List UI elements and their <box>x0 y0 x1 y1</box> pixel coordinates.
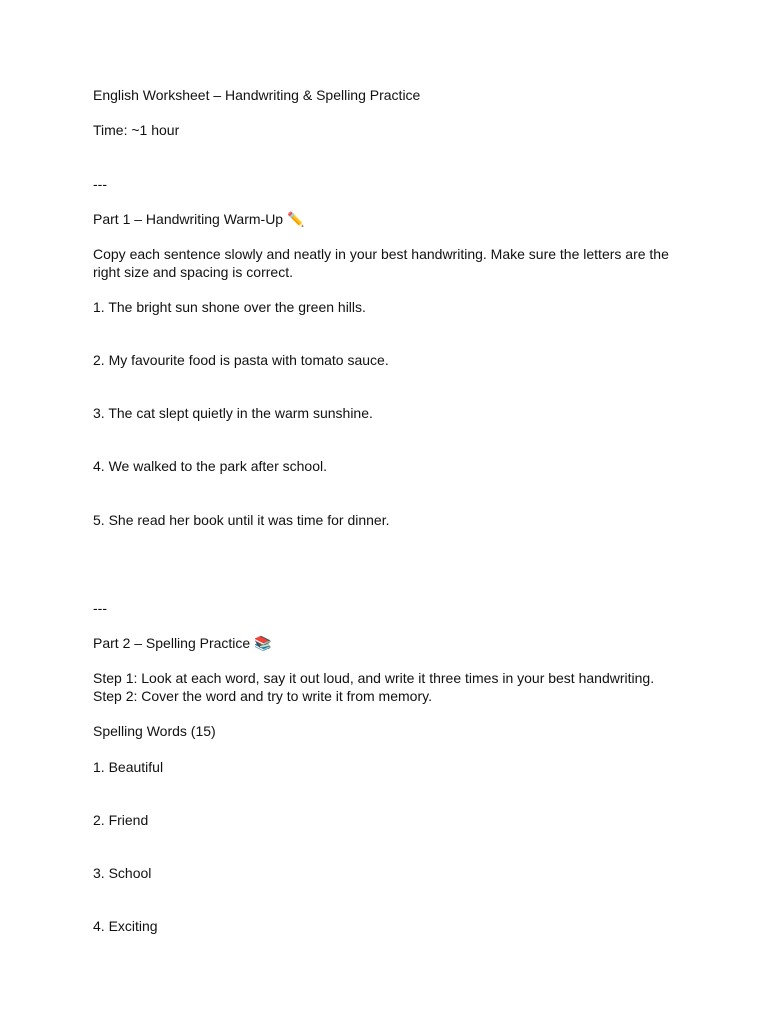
spelling-step-1: Step 1: Look at each word, say it out loud, and write it three times in your best handwriting. <box>93 670 655 686</box>
part1-instructions: Copy each sentence slowly and neatly in your best handwriting. Make sure the letters are the right size and spacing is correct. <box>93 246 669 280</box>
sentence-item: 2. My favourite food is pasta with tomato sauce. <box>93 352 389 368</box>
part1-heading <box>93 210 673 229</box>
spelling-step-2: Step 2: Cover the word and try to write it from memory. <box>93 688 432 704</box>
spelling-word-item: 3. School <box>93 865 152 881</box>
sentence-item: 1. The bright sun shone over the green hills. <box>93 299 366 315</box>
section-separator: --- <box>93 176 107 192</box>
part1-heading-text: Part 1 – Handwriting Warm-Up <box>93 211 284 227</box>
sentence-item: 4. We walked to the park after school. <box>93 458 327 474</box>
part2-heading <box>93 634 673 653</box>
section-separator: --- <box>93 600 107 616</box>
spelling-word-item: 4. Exciting <box>93 918 158 934</box>
worksheet-title: English Worksheet – Handwriting & Spelling Practice <box>93 87 421 103</box>
spelling-words-heading: Spelling Words (15) <box>93 723 216 739</box>
spelling-word-item: 2. Friend <box>93 812 149 828</box>
sentence-item: 5. She read her book until it was time for dinner. <box>93 512 390 528</box>
spelling-word-item: 1. Beautiful <box>93 759 164 775</box>
sentence-item: 3. The cat slept quietly in the warm sunshine. <box>93 405 373 421</box>
part2-heading-text: Part 2 – Spelling Practice <box>93 635 251 651</box>
books-icon: 📚 <box>254 636 272 652</box>
time-estimate: Time: ~1 hour <box>93 122 180 138</box>
pencil-icon: ✏️ <box>286 212 305 228</box>
